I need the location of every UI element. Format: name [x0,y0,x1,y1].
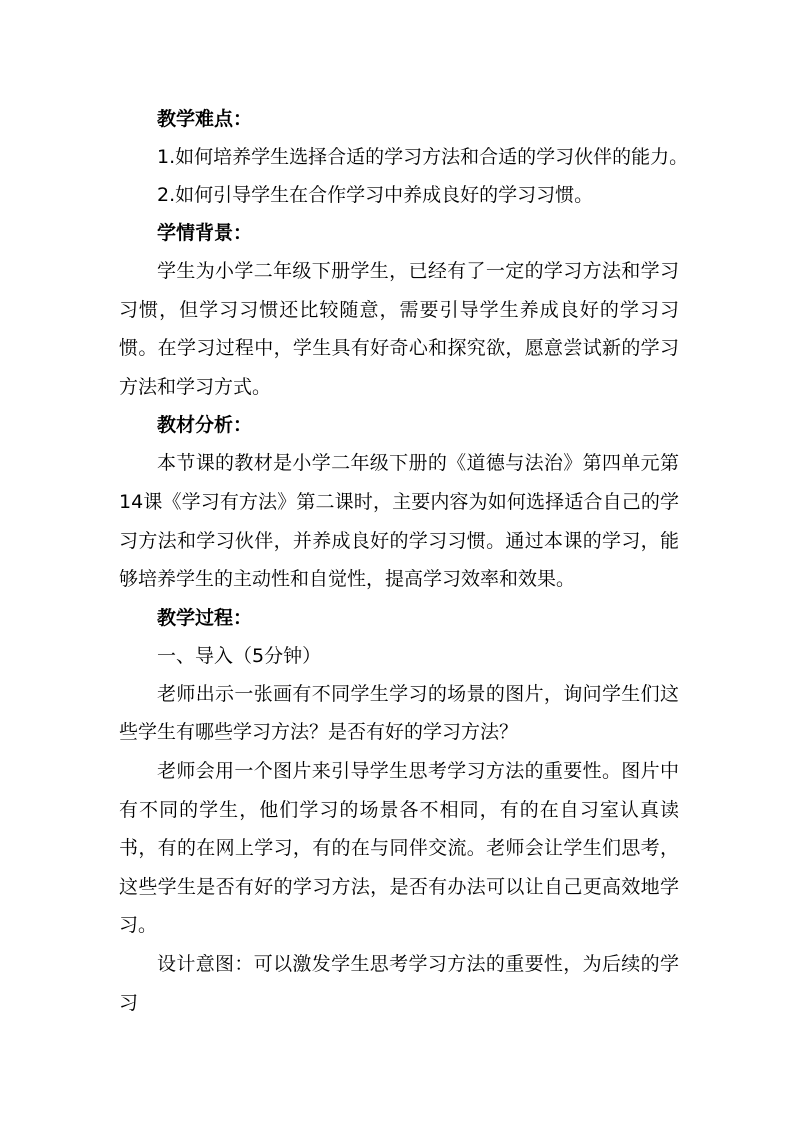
document-body [119,100,689,1022]
difficulty-item-2: 2.如何引导学生在合作学习中养成良好的学习习惯。 [157,184,594,206]
process-step-1-title: 一、导入（5分钟） [157,644,322,667]
difficulty-heading: 教学难点： [157,108,253,130]
analysis-paragraph: 本节课的教材是小学二年级下册的《道德与法治》第四单元第14课《学习有方法》第二课时，主要内容为如何选择适合自己的学习方法和学习伙伴，并养成良好的学习习惯。通过本课的学习，能够培养学生的主动性和自觉性，提高学习效率和效果。 [119,452,679,591]
background-heading: 学情背景： [157,222,253,244]
analysis-heading: 教材分析： [157,414,253,437]
difficulty-item-1: 1.如何培养学生选择合适的学习方法和合适的学习伙伴的能力。 [157,146,689,168]
process-heading: 教学过程： [157,606,253,629]
process-paragraph-2: 老师会用一个图片来引导学生思考学习方法的重要性。图片中有不同的学生，他们学习的场景各不相同，有的在自习室认真读书，有的在网上学习，有的在与同伴交流。老师会让学生们思考，这些学生是否有好的学习方法，是否有办法可以让自己更高效地学习。 [119,759,679,937]
background-paragraph: 学生为小学二年级下册学生，已经有了一定的学习方法和学习习惯，但学习习惯还比较随意，需要引导学生养成良好的学习习惯。在学习过程中，学生具有好奇心和探究欲，愿意尝试新的学习方法和学习方式。 [119,260,679,398]
process-paragraph-1: 老师出示一张画有不同学生学习的场景的图片，询问学生们这些学生有哪些学习方法？是否有好的学习方法？ [119,682,679,744]
process-paragraph-3: 设计意图：可以激发学生思考学习方法的重要性，为后续的学习 [119,952,679,1014]
